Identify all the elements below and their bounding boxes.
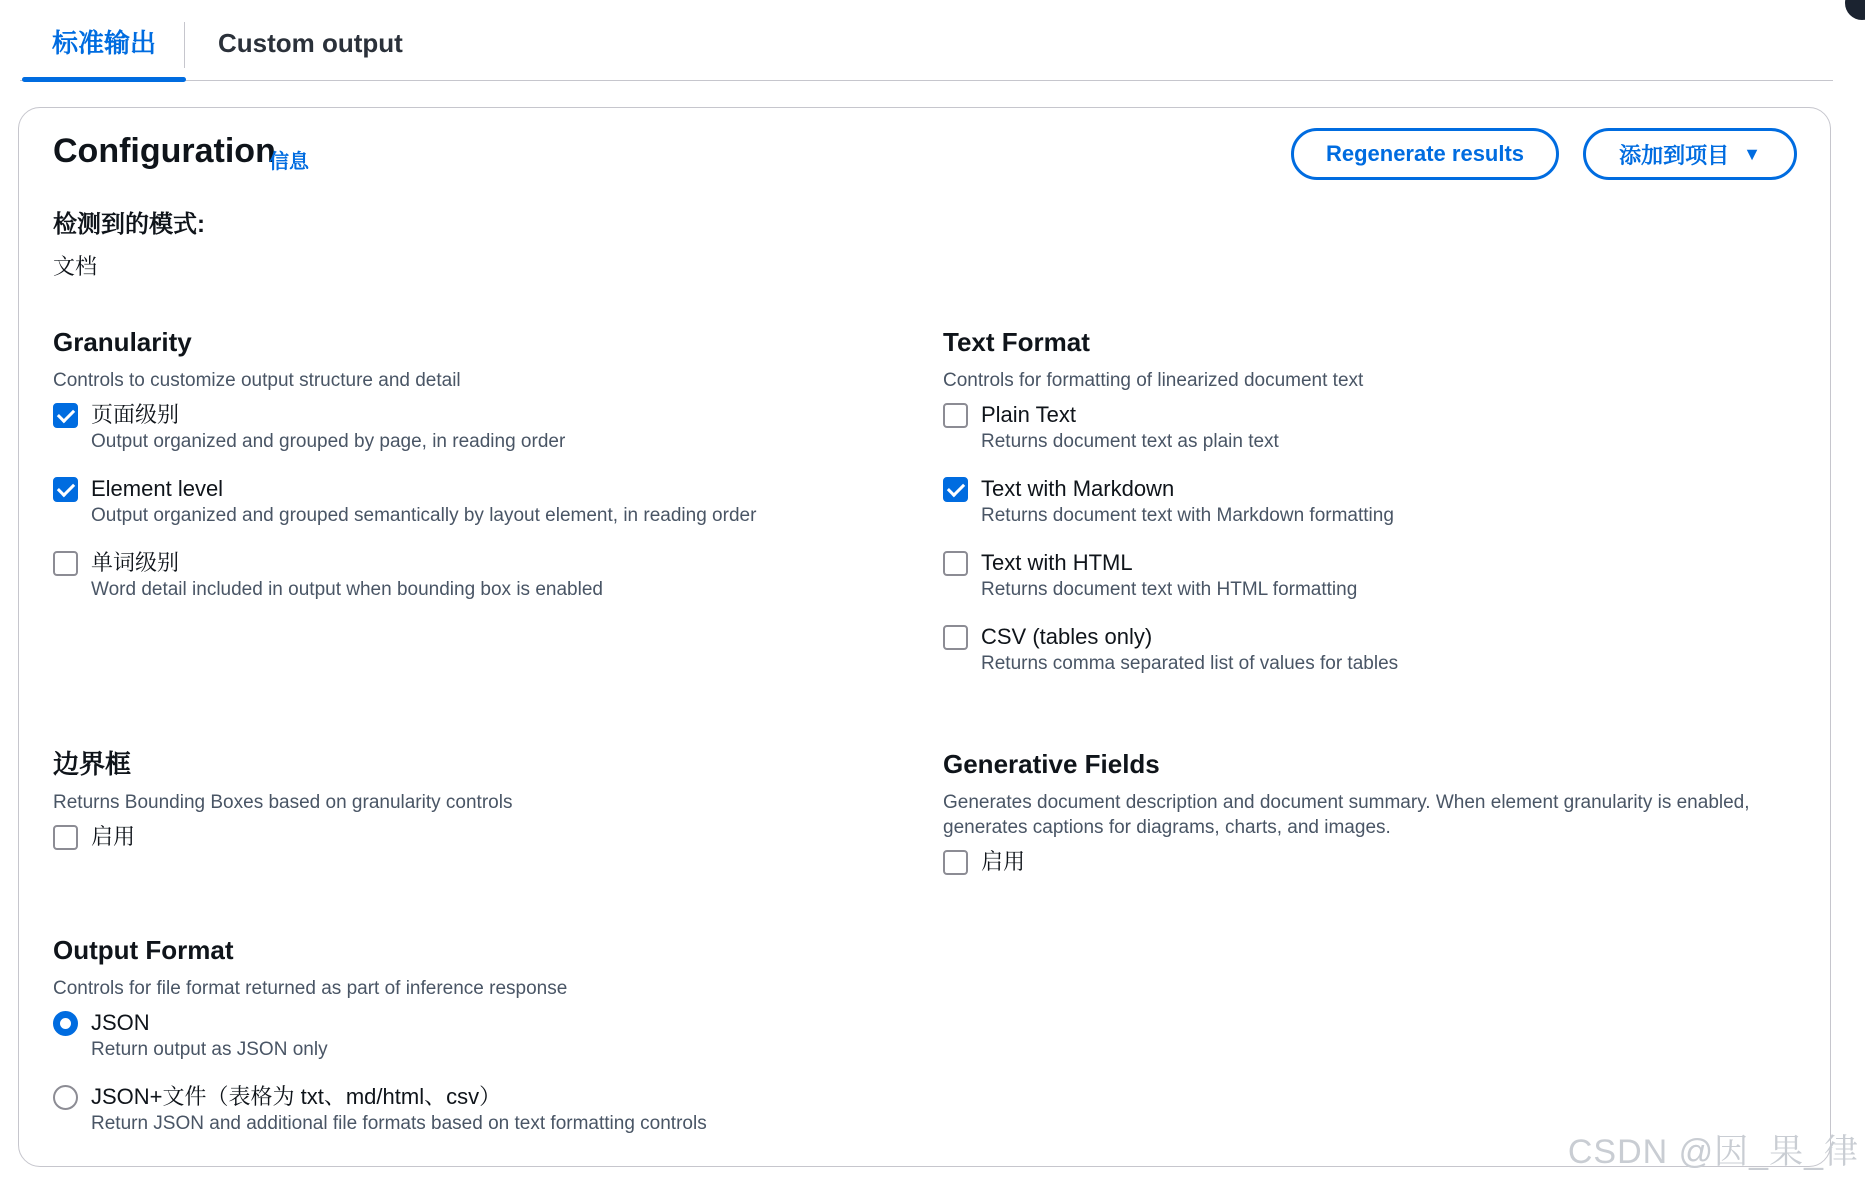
- text-format-option-plain[interactable]: [943, 401, 1803, 455]
- option-label: CSV (tables only): [981, 624, 1153, 649]
- option-desc: Output organized and grouped semantically by layout element, in reading order: [91, 505, 757, 526]
- option-desc: Return JSON and additional file formats based on text formatting controls: [91, 1113, 707, 1134]
- corner-decoration: [1845, 0, 1865, 20]
- radio-json-files[interactable]: [53, 1085, 78, 1110]
- checkbox-bounding-box[interactable]: [53, 825, 78, 850]
- option-label: 页面级别: [91, 402, 180, 427]
- text-format-option-csv[interactable]: [943, 623, 1803, 677]
- granularity-option-word[interactable]: [53, 549, 893, 603]
- checkbox-word-level[interactable]: [53, 551, 78, 576]
- output-format-option-json[interactable]: [53, 1009, 953, 1063]
- radio-json[interactable]: [53, 1011, 78, 1036]
- option-label: Plain Text: [981, 402, 1076, 427]
- text-format-title: Text Format: [943, 327, 1090, 357]
- text-format-option-markdown[interactable]: [943, 475, 1803, 529]
- tab-custom-output[interactable]: Custom output: [218, 28, 403, 58]
- option-desc: Returns document text as plain text: [981, 431, 1279, 452]
- option-label: Element level: [91, 476, 224, 501]
- granularity-title: Granularity: [53, 327, 192, 357]
- text-format-option-html[interactable]: [943, 549, 1803, 603]
- checkbox-markdown[interactable]: [943, 477, 968, 502]
- checkbox-plain-text[interactable]: [943, 403, 968, 428]
- option-desc: Returns comma separated list of values for tables: [981, 653, 1399, 674]
- text-format-desc: Controls for formatting of linearized document text: [943, 370, 1364, 391]
- option-label: 启用: [981, 849, 1026, 874]
- checkbox-html[interactable]: [943, 551, 968, 576]
- info-link[interactable]: 信息: [269, 151, 309, 173]
- detected-mode-value: 文档: [53, 254, 98, 279]
- watermark: CSDN @因_果_律: [1567, 1133, 1859, 1171]
- generative-fields-title: Generative Fields: [943, 749, 1160, 779]
- output-format-option-json-files[interactable]: [53, 1083, 953, 1137]
- option-desc: Output organized and grouped by page, in reading order: [91, 431, 566, 452]
- option-desc: Returns document text with HTML formatting: [981, 579, 1358, 600]
- detected-mode-label: 检测到的模式:: [53, 211, 205, 238]
- option-label: JSON+文件（表格为 txt、md/html、csv）: [91, 1084, 502, 1109]
- option-label: 单词级别: [91, 550, 180, 575]
- bounding-box-enable[interactable]: [53, 823, 893, 851]
- option-desc: Returns document text with Markdown formatting: [981, 505, 1394, 526]
- configuration-panel: [18, 107, 1831, 1167]
- checkbox-element-level[interactable]: [53, 477, 78, 502]
- bounding-box-section: [53, 748, 893, 871]
- page-title: Configuration: [53, 132, 276, 170]
- granularity-section: [53, 326, 893, 623]
- text-format-section: [943, 326, 1803, 697]
- checkbox-generative-fields[interactable]: [943, 850, 968, 875]
- option-label: JSON: [91, 1010, 150, 1035]
- granularity-option-element[interactable]: [53, 475, 893, 529]
- regenerate-results-button[interactable]: [1291, 128, 1559, 180]
- option-desc: Word detail included in output when bounding box is enabled: [91, 579, 603, 600]
- bounding-box-title: 边界框: [53, 749, 132, 779]
- tab-divider: [184, 22, 185, 68]
- tab-standard-output[interactable]: 标准输出: [52, 0, 156, 80]
- output-format-desc: Controls for file format returned as part of inference response: [53, 978, 568, 999]
- generative-fields-section: [943, 748, 1803, 896]
- option-desc: Return output as JSON only: [91, 1039, 328, 1060]
- granularity-desc: Controls to customize output structure and detail: [53, 370, 461, 391]
- generative-fields-enable[interactable]: [943, 848, 1803, 876]
- granularity-option-page[interactable]: [53, 401, 893, 455]
- caret-down-icon: ▼: [1743, 143, 1761, 164]
- bounding-box-desc: Returns Bounding Boxes based on granularity controls: [53, 792, 513, 813]
- tab-bar: [20, 0, 1833, 81]
- output-format-section: [53, 934, 953, 1157]
- checkbox-csv[interactable]: [943, 625, 968, 650]
- option-label: 启用: [91, 824, 136, 849]
- regenerate-label: Regenerate results: [1325, 141, 1525, 166]
- generative-fields-desc: Generates document description and document summary. When element granularity is enabled, generates captions for diagrams, charts, and images.: [943, 792, 1750, 838]
- output-format-title: Output Format: [53, 935, 234, 965]
- add-to-project-button[interactable]: [1583, 128, 1797, 180]
- checkbox-page-level[interactable]: [53, 403, 78, 428]
- option-label: Text with HTML: [981, 550, 1133, 575]
- option-label: Text with Markdown: [981, 476, 1175, 501]
- add-to-project-label: 添加到项目: [1619, 142, 1730, 168]
